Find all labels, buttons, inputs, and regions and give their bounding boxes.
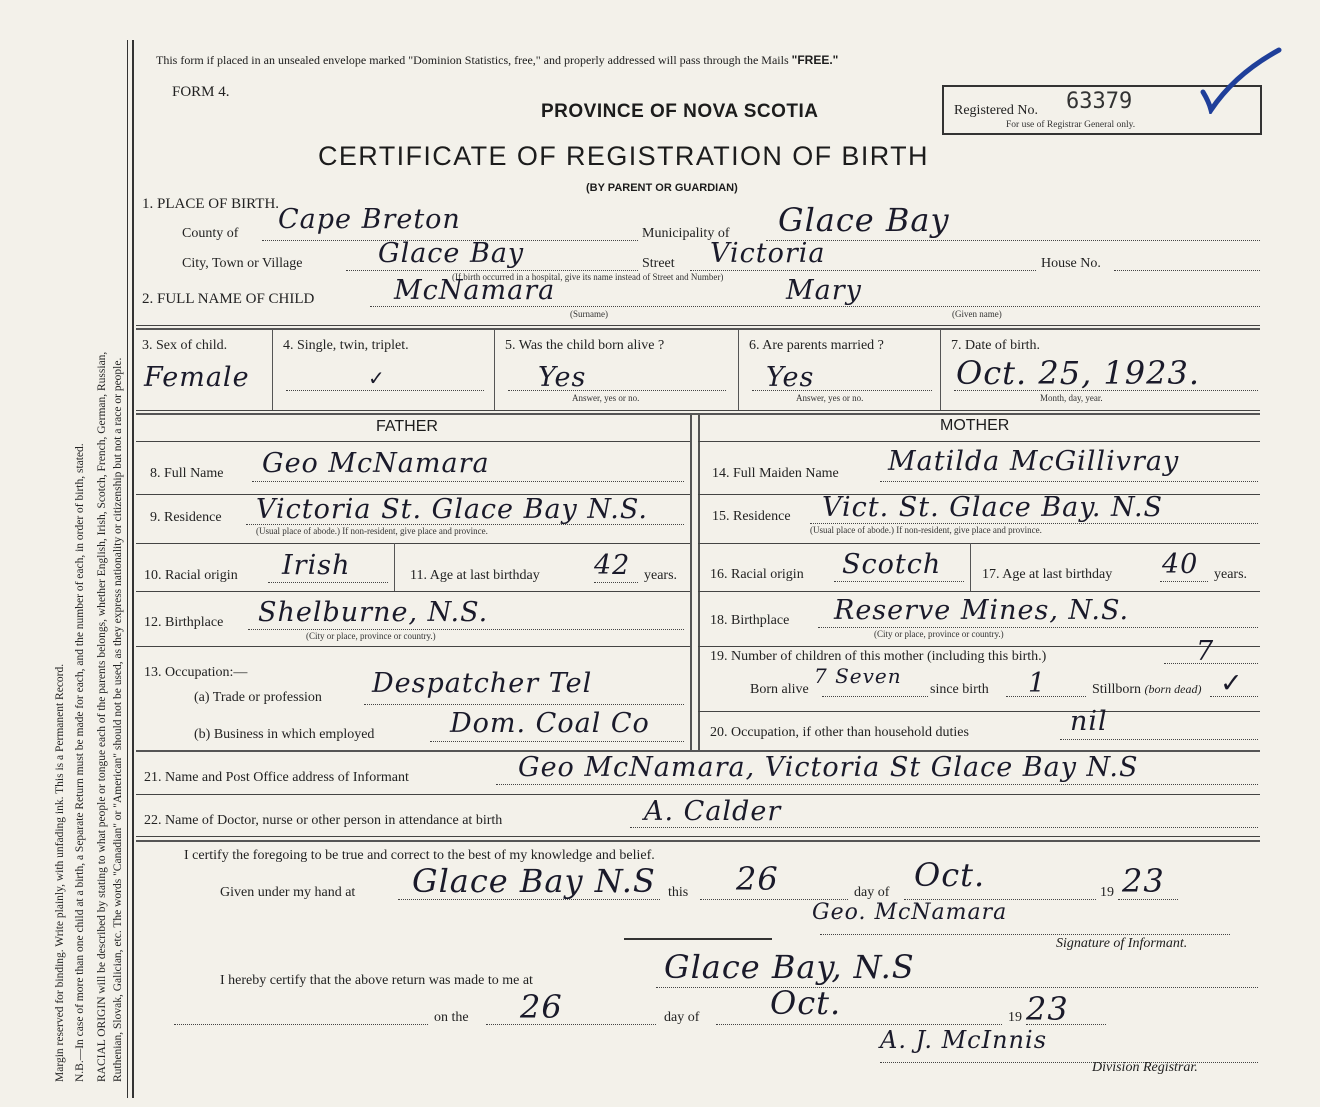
child-name-label: 2. FULL NAME OF CHILD [142,291,315,307]
father-residence-caption: (Usual place of abode.) If non-resident, give place and province. [256,526,488,536]
day-of-label: day of [854,885,890,900]
margin-rule-bold [132,40,134,1098]
surname-caption: (Surname) [570,309,608,319]
mother-birthplace-label: 18. Birthplace [710,613,790,628]
margin-note-binding: Margin reserved for binding. Write plainly, with unfading ink. This is a Permanent Record. [54,663,66,1082]
registrar-note: For use of Registrar General only. [1006,120,1136,130]
on-the-label: on the [434,1010,469,1025]
county-label: County of [182,226,239,241]
registered-label: Registered No. [954,103,1038,118]
single-label: 4. Single, twin, triplet. [283,338,409,353]
father-name-label: 8. Full Name [150,466,224,481]
place-of-birth-heading: 1. PLACE OF BIRTH. [142,196,280,212]
registrar-signature: A. J. McInnis [880,1026,1048,1054]
father-age-label: 11. Age at last birthday [410,568,540,583]
mother-occupation-value: nil [1070,706,1108,737]
margin-note-multiple-births: N.B.—In case of more than one child at a birth, a Separate Return must be made for each, and the number of each, in order of birth, stated. [74,443,86,1082]
father-birthplace-value: Shelburne, N.S. [258,597,489,628]
house-label: House No. [1041,256,1101,271]
province-heading: PROVINCE OF NOVA SCOTIA [541,101,819,122]
child-surname-value: McNamara [394,275,556,306]
father-business-value: Dom. Coal Co [450,708,650,739]
year-value: 23 [1122,862,1165,900]
alive-caption: Answer, yes or no. [572,393,640,403]
mother-children-value: 7 [1196,636,1215,667]
margin-rule [127,40,128,1098]
mother-name-value: Matilda McGillivray [888,446,1180,477]
alive-value: Yes [538,362,587,393]
father-residence-label: 9. Residence [150,510,222,525]
county-value: Cape Breton [278,204,461,235]
mother-years-label: years. [1214,567,1248,582]
married-caption: Answer, yes or no. [796,393,864,403]
margin-note-racial-origin-2: Ruthenian, Slovak, Galician, etc. The words "Canadian" or "American" should not be used, as they express nationality or citizenship but not a race or people. [112,357,124,1082]
mother-name-label: 14. Full Maiden Name [712,466,839,481]
hospital-note: (If birth occurred in a hospital, give its name instead of Street and Number) [452,272,724,282]
municipality-value: Glace Bay [778,201,950,239]
registrar-year-prefix: 19 [1008,1010,1022,1025]
city-value: Glace Bay [378,238,525,269]
on-day-value: 26 [520,988,563,1026]
informant-value: Geo McNamara, Victoria St Glace Bay N.S [518,752,1139,783]
alive-label: 5. Was the child born alive ? [505,338,665,353]
mother-age-label: 17. Age at last birthday [982,567,1113,582]
mother-residence-value: Vict. St. Glace Bay. N.S [822,492,1164,523]
father-trade-value: Despatcher Tel [372,668,593,699]
mother-birthplace-value: Reserve Mines, N.S. [834,595,1130,626]
registrar-caption: Division Registrar. [1092,1060,1198,1075]
informant-label: 21. Name and Post Office address of Informant [144,770,409,785]
margin-note-racial-origin: RACIAL ORIGIN will be described by stating to what people or tongue each of the parents belongs, whether English, Irish, Scotch, French, German, Russian, [96,351,108,1082]
mother-age-value: 40 [1162,549,1199,580]
registered-number: 63379 [1066,89,1133,114]
married-label: 6. Are parents married ? [749,338,884,353]
father-name-value: Geo McNamara [262,448,490,479]
father-trade-label: (a) Trade or profession [194,690,322,705]
certificate-subtitle: (BY PARENT OR GUARDIAN) [586,182,738,194]
dob-label: 7. Date of birth. [951,338,1041,353]
mother-occupation-label: 20. Occupation, if other than household duties [710,725,969,740]
street-value: Victoria [710,238,826,269]
mother-residence-label: 15. Residence [712,509,791,524]
given-place-value: Glace Bay N.S [412,862,656,900]
form-number: FORM 4. [172,84,230,100]
mother-children-label: 19. Number of children of this mother (including this birth.) [710,649,1047,664]
since-birth-label: since birth [930,682,989,697]
married-value: Yes [766,362,815,393]
single-value: ✓ [368,366,386,390]
mother-race-value: Scotch [842,549,942,580]
sex-label: 3. Sex of child. [142,338,228,353]
father-business-label: (b) Business in which employed [194,727,375,742]
doctor-label: 22. Name of Doctor, nurse or other person in attendance at birth [144,813,503,828]
child-given-value: Mary [786,275,862,306]
year-prefix: 19 [1100,885,1114,900]
informant-signature-caption: Signature of Informant. [1056,936,1188,951]
father-occupation-label: 13. Occupation:— [144,665,248,680]
mother-birthplace-caption: (City or place, province or country.) [874,629,1004,639]
registrar-statement: I hereby certify that the above return was made to me at [220,973,533,988]
born-alive-label: Born alive [750,682,809,697]
informant-signature: Geo. McNamara [812,900,1008,925]
doctor-value: A. Calder [644,796,782,827]
stillborn-label: Stillborn (born dead) [1092,682,1202,697]
certification-statement: I certify the foregoing to be true and correct to the best of my knowledge and belief. [184,848,655,863]
given-under-label: Given under my hand at [220,885,356,900]
dob-value: Oct. 25, 1923. [956,354,1201,392]
sex-value: Female [144,362,250,393]
registrar-place-value: Glace Bay, N.S [664,948,915,986]
born-alive-value: 7 Seven [814,664,902,688]
mother-residence-caption: (Usual place of abode.) If non-resident, give place and province. [810,525,1042,535]
stillborn-value: ✓ [1220,668,1244,699]
mail-notice: This form if placed in an unsealed envelope marked "Dominion Statistics, free," and properly addressed will pass through the Mails "FREE." [156,53,839,67]
this-label: this [668,885,689,900]
city-label: City, Town or Village [182,256,303,271]
father-heading: FATHER [376,418,438,435]
month-value: Oct. [914,856,986,894]
registrar-month-value: Oct. [770,984,842,1022]
father-race-label: 10. Racial origin [144,568,238,583]
day-of-label-2: day of [664,1010,700,1025]
street-label: Street [642,256,675,271]
since-birth-value: 1 [1028,668,1047,699]
certificate-title: CERTIFICATE OF REGISTRATION OF BIRTH [318,141,929,171]
father-residence-value: Victoria St. Glace Bay N.S. [256,494,648,525]
checkmark-icon [1195,44,1285,114]
given-name-caption: (Given name) [952,309,1002,319]
dob-caption: Month, day, year. [1040,393,1103,403]
father-birthplace-caption: (City or place, province or country.) [306,631,436,641]
municipality-label: Municipality of [642,226,730,241]
mother-heading: MOTHER [940,417,1010,434]
father-age-value: 42 [594,550,631,581]
father-birthplace-label: 12. Birthplace [144,615,224,630]
father-years-label: years. [644,568,678,583]
registrar-year-value: 23 [1026,990,1069,1028]
this-day-value: 26 [736,860,779,898]
mother-race-label: 16. Racial origin [710,567,804,582]
father-race-value: Irish [282,550,351,581]
